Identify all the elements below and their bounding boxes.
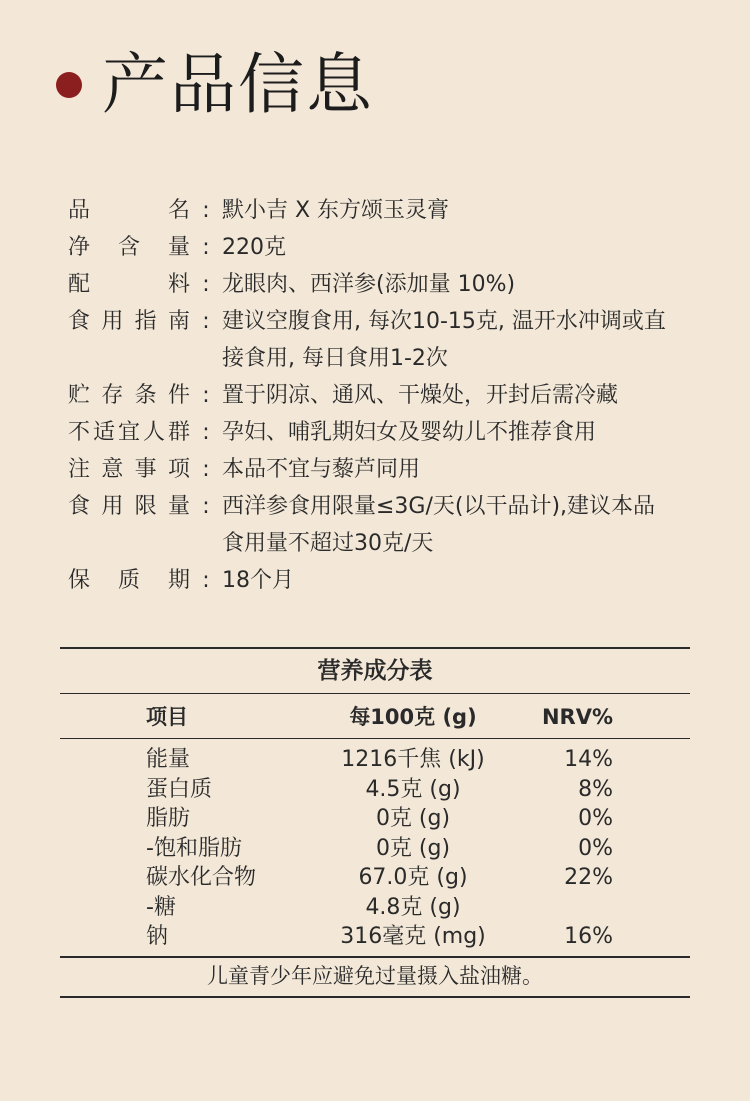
nutrition-footer-note: 儿童青少年应避免过量摄入盐油糖。	[207, 963, 543, 988]
info-value: 西洋参食用限量≤3G/天(以干品计),建议本品	[222, 494, 656, 519]
nutrient-amount: 4.5克 (g)	[365, 776, 461, 802]
table-row	[60, 863, 690, 893]
info-row	[68, 303, 708, 340]
info-row	[68, 229, 708, 266]
table-row	[60, 893, 690, 923]
info-label: 贮存条件	[68, 383, 190, 408]
info-label	[68, 525, 190, 562]
nutrient-name: 钠	[146, 924, 169, 949]
nutrient-nrv	[513, 893, 613, 923]
nutrient-amount: 0克 (g)	[375, 835, 451, 861]
colon: :	[202, 494, 210, 519]
info-label: 食用指南	[68, 309, 190, 334]
info-value: 默小吉 X 东方颂玉灵膏	[222, 198, 450, 223]
nutrition-table	[60, 647, 690, 998]
table-row	[60, 775, 690, 805]
info-row	[68, 266, 708, 303]
nutrient-nrv: 8%	[578, 776, 613, 802]
nutrient-name: -饱和脂肪	[146, 835, 242, 861]
info-label: 食用限量	[68, 494, 190, 519]
colon	[190, 340, 222, 377]
info-row	[68, 562, 708, 599]
info-label: 净含量	[68, 235, 190, 260]
info-value: 本品不宜与藜芦同用	[222, 457, 421, 482]
bullet-dot	[56, 72, 82, 98]
info-label: 保质期	[68, 568, 190, 593]
info-row-continued	[68, 340, 708, 377]
nutrient-nrv: 0%	[578, 806, 613, 831]
info-value: 18个月	[222, 568, 294, 593]
nutrient-amount: 1216千焦 (kJ)	[341, 747, 485, 772]
table-row	[60, 745, 690, 775]
info-value: 孕妇、哺乳期妇女及婴幼儿不推荐食用	[222, 420, 597, 445]
header-per-100g: 每100克 (g)	[349, 705, 477, 729]
nutrition-body	[60, 739, 690, 956]
colon: :	[202, 420, 210, 445]
product-info	[68, 192, 708, 599]
nutrient-nrv: 22%	[564, 865, 613, 890]
info-value: 食用量不超过30克/天	[222, 531, 434, 556]
nutrient-name: 能量	[146, 747, 191, 772]
nutrition-title: 营养成分表	[317, 658, 433, 684]
nutrient-name: 脂肪	[146, 806, 191, 831]
header-item: 项目	[146, 705, 188, 729]
table-row	[60, 804, 690, 834]
nutrient-amount: 67.0克 (g)	[358, 865, 468, 890]
info-label	[68, 340, 190, 377]
info-row	[68, 192, 708, 229]
nutrient-amount: 4.8克 (g)	[365, 894, 461, 920]
info-value: 龙眼肉、西洋参(添加量 10%)	[222, 272, 516, 297]
colon: :	[202, 309, 210, 334]
nutrient-nrv: 16%	[564, 924, 613, 949]
info-value: 置于阴凉、通风、干燥处，开封后需冷藏	[222, 383, 619, 408]
info-value: 接食用, 每日食用1-2次	[222, 346, 448, 371]
nutrient-amount: 316毫克 (mg)	[340, 924, 486, 949]
info-row	[68, 377, 708, 414]
info-value: 220克	[222, 235, 286, 260]
table-row	[60, 922, 690, 952]
info-label: 不适宜人群	[68, 420, 190, 445]
colon: :	[202, 568, 210, 593]
nutrition-header-row	[60, 694, 690, 738]
divider	[60, 996, 690, 998]
nutrient-name: -糖	[146, 894, 176, 920]
colon: :	[202, 272, 210, 297]
colon: :	[202, 457, 210, 482]
nutrient-nrv: 0%	[578, 835, 613, 861]
info-row	[68, 488, 708, 525]
nutrient-amount: 0克 (g)	[375, 806, 451, 831]
info-label: 配料	[68, 272, 190, 297]
table-row	[60, 834, 690, 864]
colon	[190, 525, 222, 562]
nutrient-name: 蛋白质	[146, 776, 213, 802]
colon: :	[202, 383, 210, 408]
colon: :	[202, 235, 210, 260]
info-label: 品名	[68, 198, 190, 223]
header-nrv: NRV%	[541, 705, 613, 729]
colon: :	[202, 198, 210, 223]
nutrient-nrv: 14%	[564, 747, 613, 772]
info-row-continued	[68, 525, 708, 562]
info-label: 注意事项	[68, 457, 190, 482]
info-row	[68, 451, 708, 488]
info-row	[68, 414, 708, 451]
page-title: 产品信息	[102, 46, 374, 123]
title-block	[56, 46, 374, 123]
info-value: 建议空腹食用, 每次10-15克, 温开水冲调或直	[222, 309, 666, 334]
nutrient-name: 碳水化合物	[146, 865, 257, 890]
